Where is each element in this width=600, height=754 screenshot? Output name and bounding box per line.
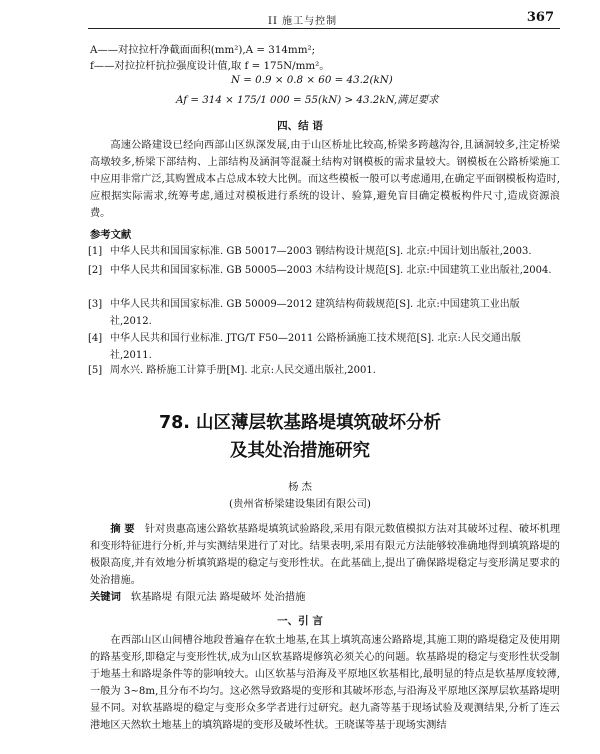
intro-heading: 一、引 言: [277, 615, 323, 627]
reference-item: [90, 362, 560, 379]
keywords-text: 软基路堤 有限元法 路堤破坏 处治措施: [130, 591, 306, 603]
author: 杨 杰: [288, 481, 312, 493]
header-section: II 施工与控制: [268, 16, 338, 27]
intro-paragraph: 在西部山区山间槽谷地段普遍存在软土地基,在其上填筑高速公路路堤,其施工期的路堤稳定及使用期的路基变形,即稳定与变形性状,成为山区软基路堤修筑必须关心的问题。软基路堤的稳定与变形性状受制于地基土和路堤条件等的影响较大。山区软基与沿海及平原地区软基相比,最明显的特点是软基厚度较薄,一般为 3~8m,且分布不均匀。这必然导致路堤的变形和其破坏形态,与沿海及平原地区深厚层软基路堤明显不同。对软基路堤的稳定与变形众多学者进行过研究。赵九斋等基于现场试验及观测结果,分析了连云港地区天然软土地基上的填筑路堤的变形及破坏性状。王晓谋等基于现场实测结: [90, 635, 560, 731]
reference-number: [4]: [88, 333, 103, 344]
reference-text: 周水兴. 路桥施工计算手册[M]. 北京:人民交通出版社,2001.: [110, 365, 376, 376]
references-heading: 参考文献: [90, 229, 132, 241]
reference-number: [5]: [88, 365, 103, 376]
abstract: [90, 521, 560, 589]
reference-text: 中华人民共和国行业标准. JTG/T F50—2011 公路桥涵施工技术规范[S]. 北京:人民交通出版社,2011.: [110, 333, 521, 361]
article-title-line-1: 78. 山区薄层软基路堤填筑破坏分析: [158, 413, 442, 433]
reference-text: 中华人民共和国国家标准. GB 50009—2012 建筑结构荷载规范[S]. 北京:中国建筑工业出版社,2012.: [110, 299, 520, 327]
conclusion-paragraph: 高速公路建设已经向西部山区纵深发展,由于山区桥址比较高,桥梁多跨越沟谷,且涵洞较多,注定桥梁高墩较多,桥梁下部结构、上部结构及涵洞等混凝土结构对钢模板的需求量较大。钢模板在公路桥梁施工中应用非常广泛,其购置成本占总成本较大比例。而这些模板一般可以考虑通用,在确定平面钢模板构造时,应根据实际需求,统筹考虑,通过对模板进行系统的设计、验算,避免盲目确定模板构件尺寸,造成资源浪费。: [90, 140, 560, 219]
reference-item: [90, 330, 560, 364]
reference-text: 中华人民共和国国家标准. GB 50017—2003 钢结构设计规范[S]. 北京:中国计划出版社,2003.: [110, 246, 532, 257]
reference-item: [90, 262, 560, 279]
reference-item: [90, 243, 560, 260]
reference-item: [90, 296, 560, 330]
reference-number: [3]: [88, 299, 103, 310]
article-title-line-2: 及其处治措施研究: [230, 441, 370, 461]
formula-line-1: A——对拉拉杆净截面面积(mm²),A = 314mm²;: [90, 44, 316, 56]
formula-line-2: f——对拉拉杆抗拉强度设计值,取 f = 175N/mm²。: [90, 60, 330, 72]
reference-number: [1]: [88, 246, 103, 257]
formula-line-4: Af = 314 × 175/1 000 = 55(kN) > 43.2kN,满足要求: [176, 94, 439, 106]
reference-text: 中华人民共和国国家标准. GB 50005—2003 木结构设计规范[S]. 北京:中国建筑工业出版社,2004.: [110, 265, 552, 276]
abstract-text: 针对贵惠高速公路软基路堤填筑试验路段,采用有限元数值模拟方法对其破坏过程、破坏机理和变形特征进行分析,并与实测结果进行了对比。结果表明,采用有限元方法能够较准确地得到填筑路堤的极限高度,并有效地分析填筑路堤的稳定与变形性状。在此基础上,提出了确保路堤稳定与变形满足要求的处治措施。: [90, 524, 561, 586]
affiliation: (贵州省桥梁建设集团有限公司): [229, 498, 371, 510]
abstract-label: 摘 要: [110, 524, 135, 535]
formula-line-3: N = 0.9 × 0.8 × 60 = 43.2(kN): [231, 74, 393, 86]
keywords: [90, 588, 305, 603]
page-number: 367: [526, 10, 554, 25]
reference-number: [2]: [88, 265, 103, 276]
running-header: [88, 10, 560, 29]
conclusion-heading: 四、结 语: [277, 120, 323, 132]
keywords-label: 关键词: [90, 591, 121, 603]
